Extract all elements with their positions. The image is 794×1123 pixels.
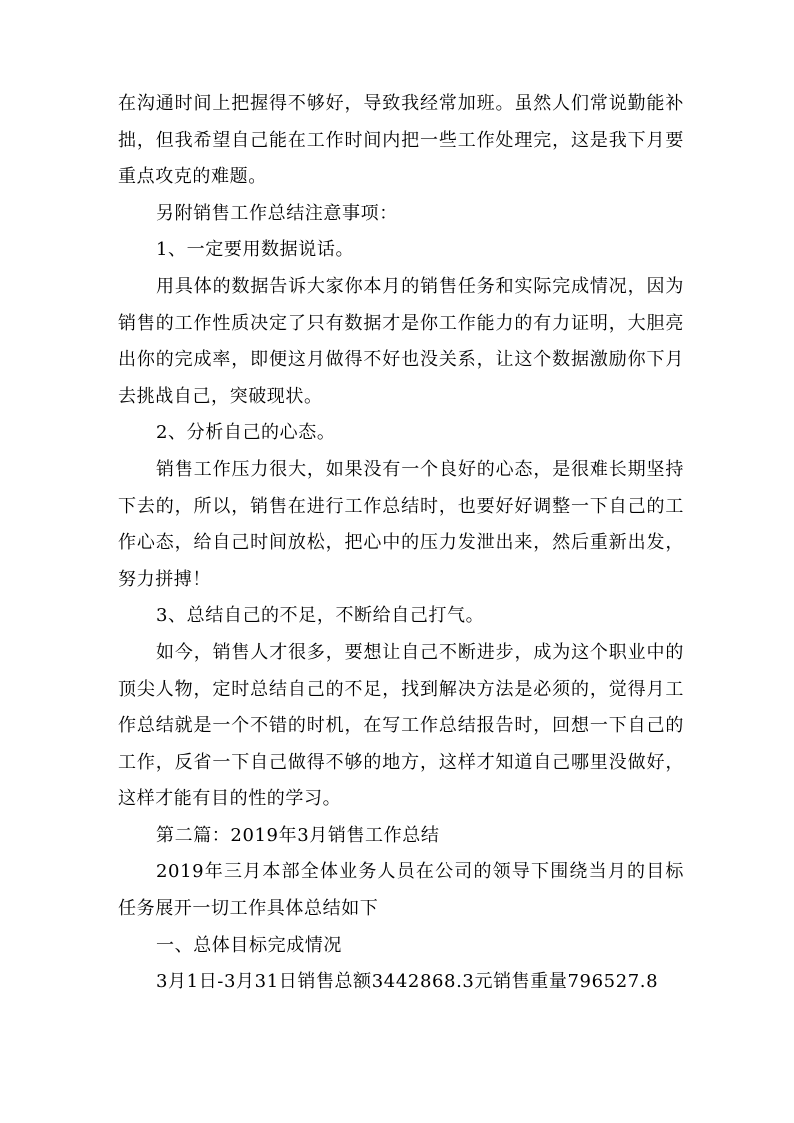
paragraph-analyze-mindset: 销售工作压力很大，如果没有一个良好的心态，是很难长期坚持下去的，所以，销售在进行工作总结时，也要好好调整一下自己的工作心态，给自己时间放松，把心中的压力发泄出来，然后重新出发，努力拼搏！ <box>118 458 684 590</box>
paragraph-sales-figures: 3月1日-3月31日销售总额3442868.3元销售重量796527.8 <box>156 971 659 993</box>
heading-summary-notes: 另附销售工作总结注意事项： <box>156 202 398 224</box>
subheading-overall-goals: 一、总体目标完成情况 <box>156 934 342 956</box>
paragraph-summarize-shortcomings: 如今，销售人才很多，要想让自己不断进步，成为这个职业中的顶尖人物，定时总结自己的不足，找到解决方法是必须的，觉得月工作总结就是一个不错的时机，在写工作总结报告时，回想一下自己的工作，反省一下自己做得不够的地方，这样才知道自己哪里没做好，这样才能有目的性的学习。 <box>118 641 684 810</box>
list-item-use-data: 1、一定要用数据说话。 <box>156 239 355 261</box>
section-title-march-summary: 第二篇：2019年3月销售工作总结 <box>156 824 440 846</box>
paragraph-march-intro: 2019年三月本部全体业务人员在公司的领导下围绕当月的目标任务展开一切工作具体总结如下 <box>118 861 684 920</box>
list-item-analyze-mindset: 2、分析自己的心态。 <box>156 422 336 444</box>
list-item-summarize-shortcomings: 3、总结自己的不足，不断给自己打气。 <box>156 605 485 627</box>
document-body <box>118 86 684 1001</box>
paragraph-overtime-reflection: 在沟通时间上把握得不够好，导致我经常加班。虽然人们常说勤能补拙，但我希望自己能在工作时间内把一些工作处理完，这是我下月要重点攻克的难题。 <box>118 93 684 188</box>
paragraph-use-data: 用具体的数据告诉大家你本月的销售任务和实际完成情况，因为销售的工作性质决定了只有数据才是你工作能力的有力证明，大胆亮出你的完成率，即便这月做得不好也没关系，让这个数据激励你下月去挑战自己，突破现状。 <box>118 275 684 407</box>
